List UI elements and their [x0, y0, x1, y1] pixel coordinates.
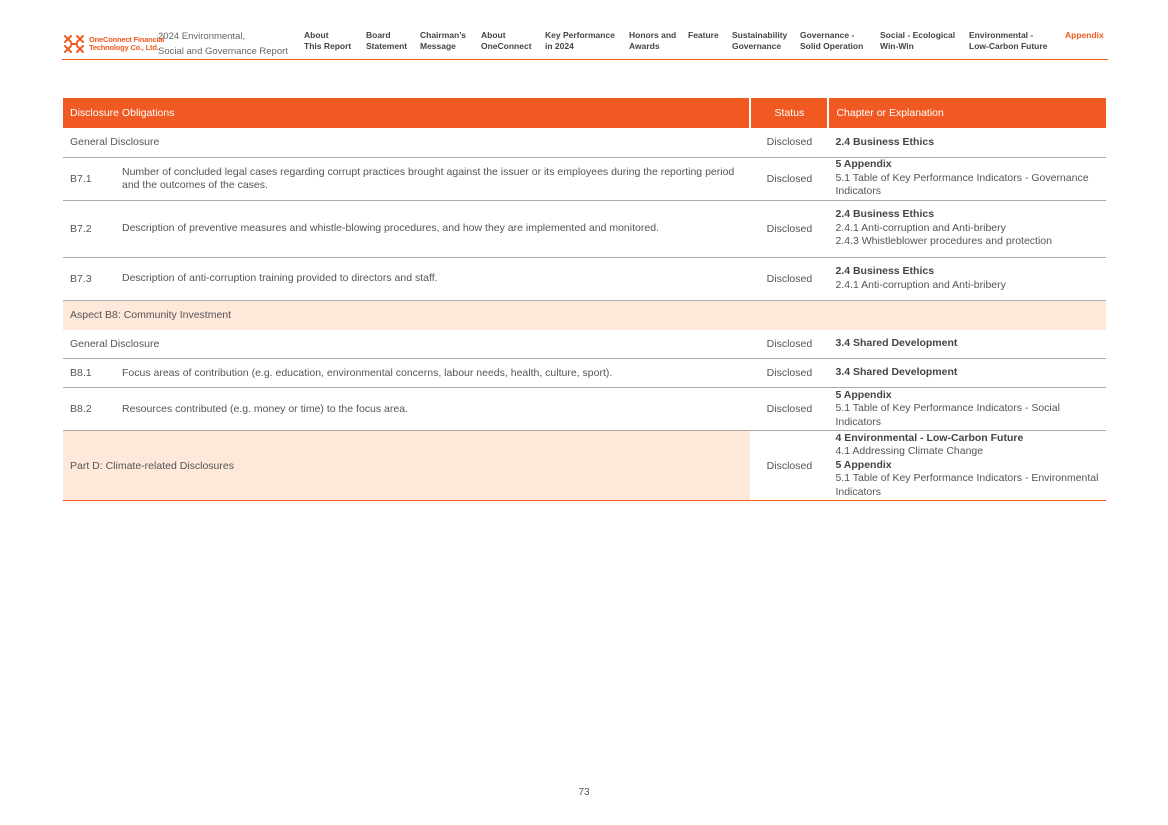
part-d-label: Part D: Climate-related Disclosures	[63, 431, 750, 501]
chapter-subsection: 5.1 Table of Key Performance Indicators - Social Indicators	[835, 402, 1060, 428]
company-logo[interactable]	[62, 32, 165, 56]
nav-item-feature[interactable]	[688, 30, 719, 41]
header-status: Status	[750, 98, 828, 128]
row-description: Number of concluded legal cases regarding corrupt practices brought against the issuer or its employees during the reporting period and the outcomes of the cases.	[115, 157, 750, 200]
nav-item-line: Key Performance	[545, 30, 615, 40]
nav-item-about-this-report[interactable]	[304, 30, 351, 52]
nav-item-sustainability-governance[interactable]	[732, 30, 787, 52]
nav-item-line: About	[304, 30, 329, 40]
nav-item-line: Message	[420, 41, 456, 51]
row-code: B7.1	[63, 157, 115, 200]
row-status: Disclosed	[750, 388, 828, 431]
row-chapter	[828, 157, 1106, 200]
chapter-heading: 5 Appendix	[835, 388, 892, 401]
row-chapter	[828, 200, 1106, 257]
disclosure-table	[63, 98, 1106, 501]
nav-item-line: This Report	[304, 41, 352, 51]
chapter-heading: 4 Environmental - Low-Carbon Future	[835, 431, 1024, 444]
chapter-heading: 3.4 Shared Development	[835, 337, 958, 349]
nav-item-key-performance-in-2024[interactable]	[545, 30, 615, 52]
report-title	[158, 29, 288, 59]
table-header-row	[63, 98, 1106, 128]
nav-item-line: OneConnect	[481, 41, 532, 51]
row-status: Disclosed	[750, 431, 828, 501]
table-row	[63, 388, 1106, 431]
nav-item-line: in 2024	[545, 41, 574, 51]
nav-item-line: Low-Carbon Future	[969, 41, 1048, 51]
nav-item-line: Chairman’s	[420, 30, 466, 40]
row-code: B8.1	[63, 359, 115, 388]
nav-item-line: Statement	[366, 41, 408, 51]
nav-item-governance-solid-operation[interactable]	[800, 30, 863, 52]
row-status: Disclosed	[750, 330, 828, 359]
nav-item-honors-and-awards[interactable]	[629, 30, 676, 52]
row-description: Focus areas of contribution (e.g. education, environmental concerns, labour needs, health, culture, sport).	[115, 359, 750, 388]
part-d-row	[63, 431, 1106, 501]
row-status: Disclosed	[750, 200, 828, 257]
nav-item-social-ecological-win-win[interactable]	[880, 30, 955, 52]
table-row	[63, 359, 1106, 388]
nav-item-line: Win-Win	[880, 41, 914, 51]
chapter-heading: 3.4 Shared Development	[835, 366, 958, 379]
report-title-line-1: 2024 Environmental,	[158, 31, 246, 42]
aspect-row	[63, 300, 1106, 330]
nav-item-board-statement[interactable]	[366, 30, 407, 52]
row-status: Disclosed	[750, 359, 828, 388]
general-disclosure-row	[63, 330, 1106, 359]
chapter-subsection: 2.4.3 Whistleblower procedures and protection	[835, 235, 1052, 248]
chapter-subsection: 5.1 Table of Key Performance Indicators - Governance Indicators	[835, 171, 1089, 198]
row-chapter	[828, 359, 1106, 388]
nav-item-line: Social - Ecological	[880, 30, 956, 40]
chapter-heading: 5 Appendix	[835, 158, 892, 171]
nav-item-about-oneconnect[interactable]	[481, 30, 532, 52]
nav-item-line: Governance	[732, 41, 782, 51]
table-row	[63, 200, 1106, 257]
row-chapter	[828, 388, 1106, 431]
nav-item-line: Awards	[629, 41, 660, 51]
chapter-heading: 5 Appendix	[835, 458, 892, 471]
row-chapter	[828, 128, 1106, 157]
nav-item-line: Feature	[688, 30, 719, 40]
aspect-label: Aspect B8: Community Investment	[63, 300, 1106, 330]
row-chapter	[828, 257, 1106, 300]
row-description: Description of preventive measures and whistle-blowing procedures, and how they are implemented and monitored.	[115, 200, 750, 257]
nav-item-line: Solid Operation	[800, 41, 864, 51]
row-code: B7.2	[63, 200, 115, 257]
chapter-heading: 2.4 Business Ethics	[835, 208, 935, 221]
logo-line-1: OneConnect Financial	[89, 35, 165, 44]
chapter-subsection: 4.1 Addressing Climate Change	[835, 445, 984, 458]
page-header	[62, 27, 1108, 60]
nav-item-line: Appendix	[1065, 30, 1104, 40]
row-chapter	[828, 431, 1106, 501]
nav-item-environmental-low-carbon-future[interactable]	[969, 30, 1047, 52]
nav-item-line: Board	[366, 30, 391, 40]
nav-item-chairman-s-message[interactable]	[420, 30, 466, 52]
nav-item-line: Sustainability	[732, 30, 788, 40]
header-disclosure-obligations: Disclosure Obligations	[63, 98, 750, 128]
general-disclosure-label: General Disclosure	[63, 330, 750, 359]
table-row	[63, 157, 1106, 200]
general-disclosure-label: General Disclosure	[63, 128, 750, 157]
chapter-heading: 2.4 Business Ethics	[835, 135, 935, 148]
general-disclosure-row	[63, 128, 1106, 157]
nav-item-line: About	[481, 30, 506, 40]
row-description: Description of anti-corruption training provided to directors and staff.	[115, 257, 750, 300]
nav-item-line: Environmental -	[969, 30, 1034, 40]
logo-line-2: Technology Co., Ltd.	[89, 43, 159, 52]
chapter-subsection: 2.4.1 Anti-corruption and Anti-bribery	[835, 221, 1006, 234]
chapter-heading: 2.4 Business Ethics	[835, 265, 935, 277]
table-row	[63, 257, 1106, 300]
nav-item-line: Honors and	[629, 30, 677, 40]
row-status: Disclosed	[750, 157, 828, 200]
chapter-subsection: 2.4.1 Anti-corruption and Anti-bribery	[835, 278, 1006, 291]
oneconnect-logo-icon	[62, 32, 86, 56]
row-status: Disclosed	[750, 257, 828, 300]
chapter-subsection: 5.1 Table of Key Performance Indicators - Environmental Indicators	[835, 472, 1099, 498]
nav-item-line: Governance -	[800, 30, 855, 40]
row-chapter	[828, 330, 1106, 359]
row-status: Disclosed	[750, 128, 828, 157]
row-code: B8.2	[63, 388, 115, 431]
header-chapter: Chapter or Explanation	[828, 98, 1106, 128]
row-code: B7.3	[63, 257, 115, 300]
nav-item-appendix[interactable]	[1065, 30, 1104, 41]
row-description: Resources contributed (e.g. money or time) to the focus area.	[115, 388, 750, 431]
logo-text	[89, 36, 164, 52]
report-title-line-2: Social and Governance Report	[158, 46, 288, 57]
page-number: 73	[578, 787, 590, 798]
